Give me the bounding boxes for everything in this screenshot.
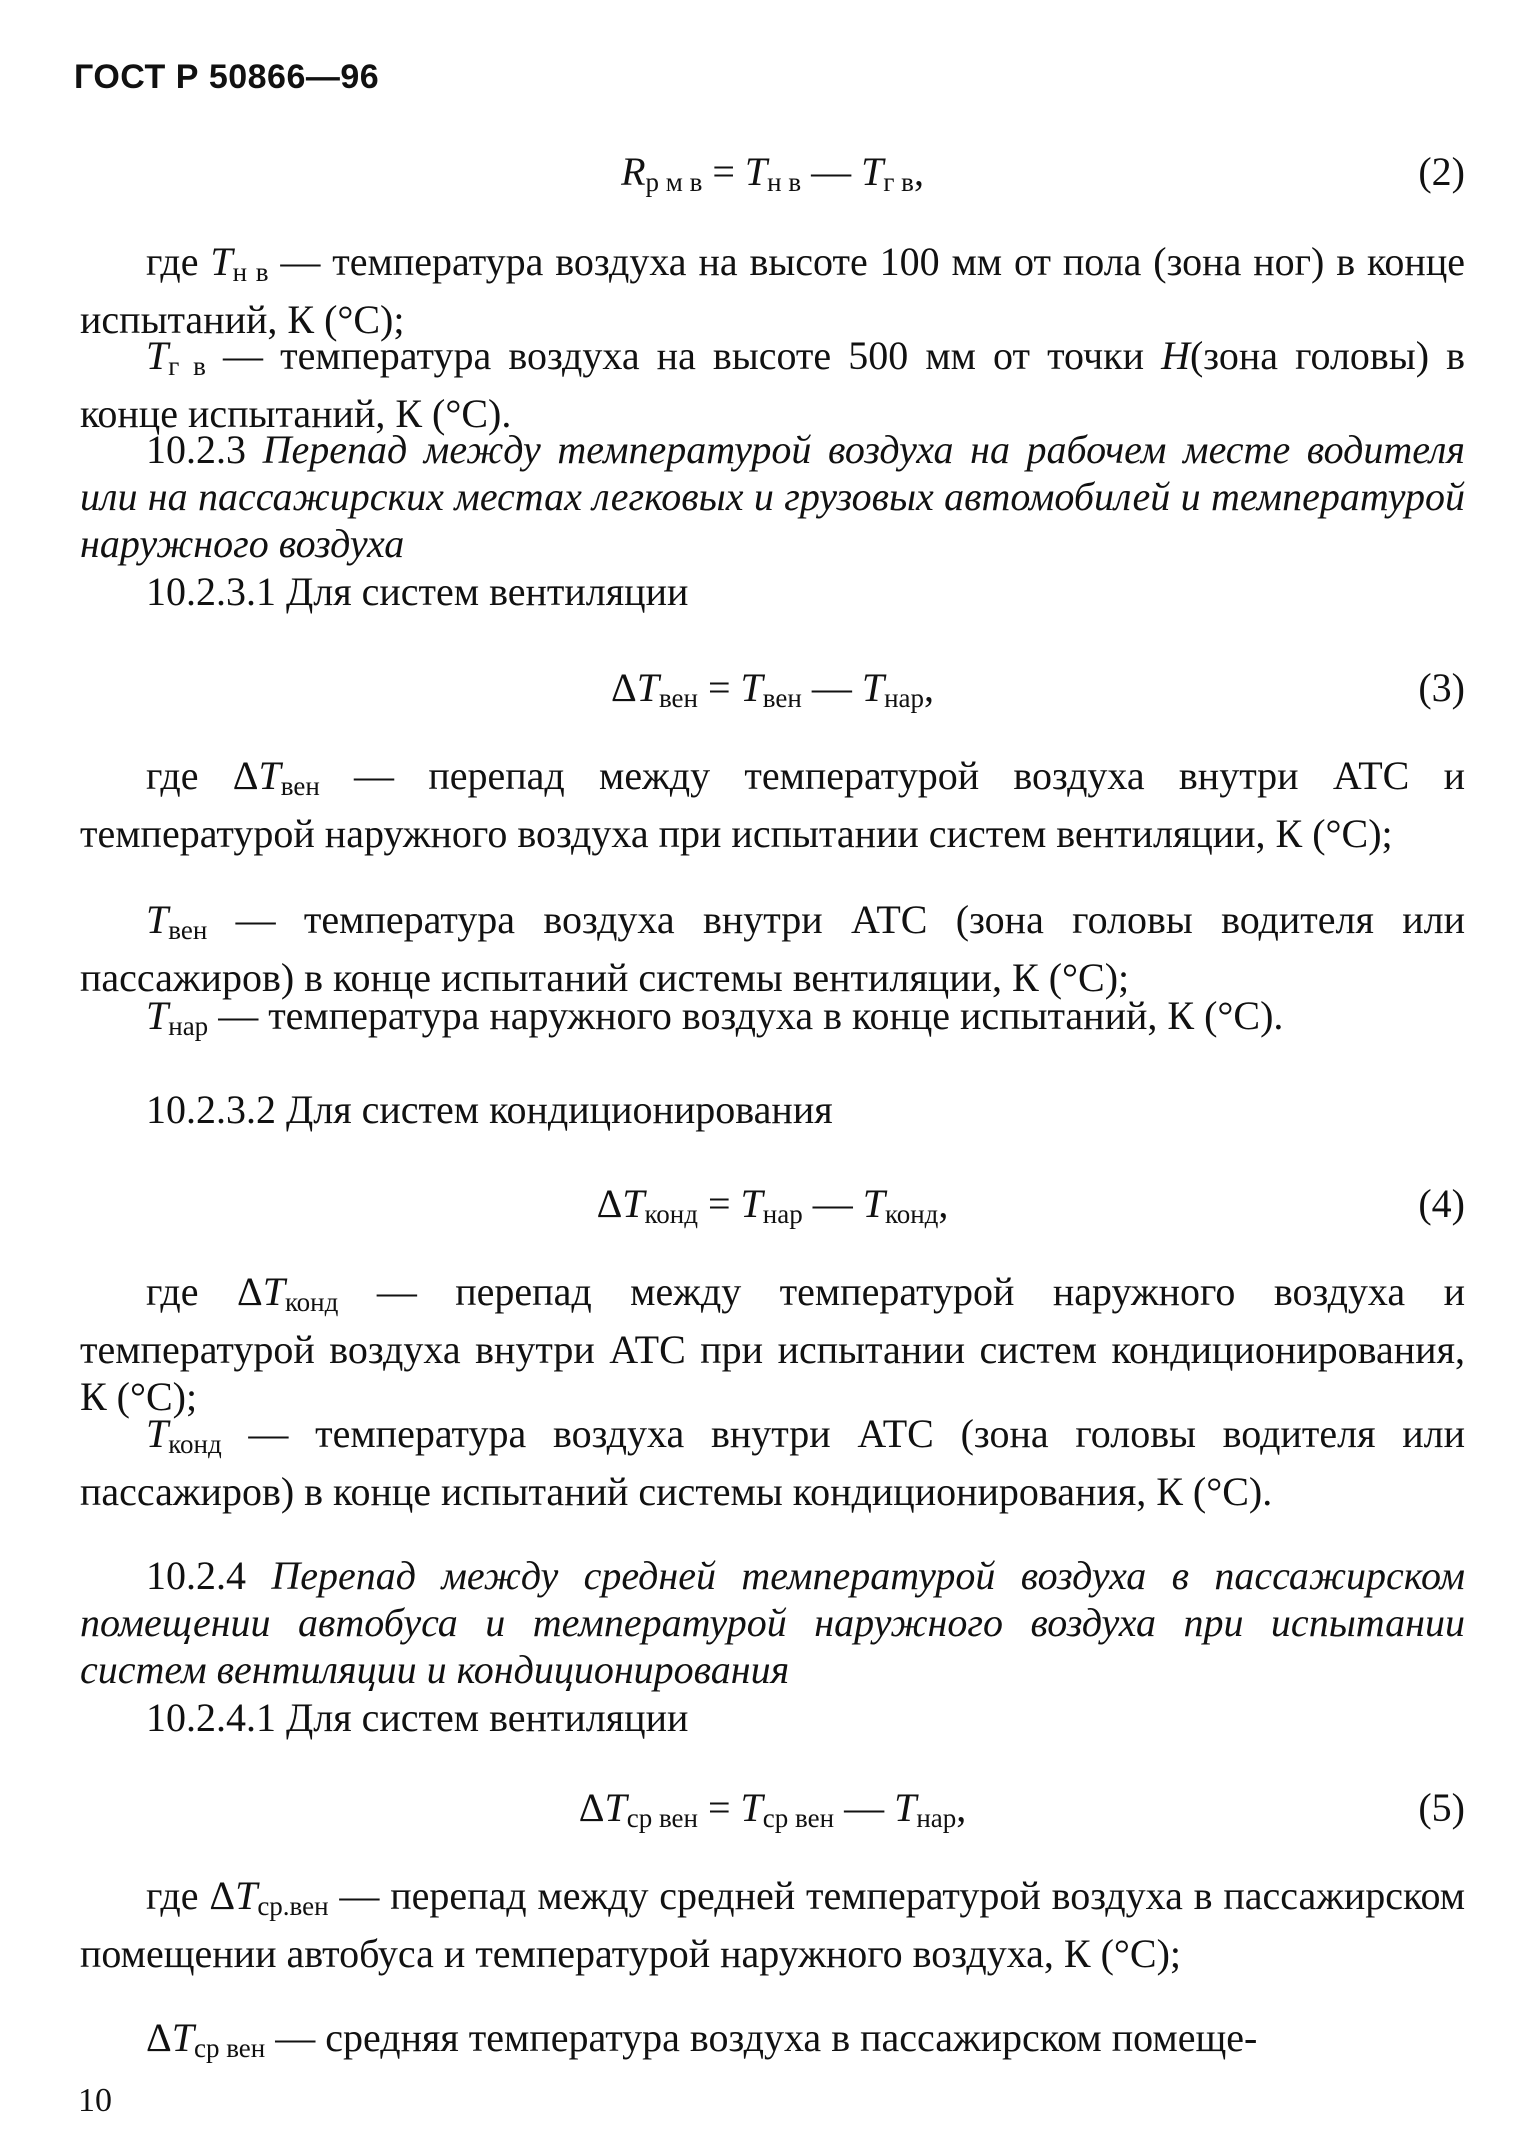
section-10-2-4-1: 10.2.4.1 Для систем вентиляции xyxy=(146,1695,689,1740)
formula-5 xyxy=(80,1784,1465,1840)
section-10-2-3-title: Перепад между температурой воздуха на рабочем месте водителя или на пассажирских местах легковых и грузовых автомобилей и температурой наружного воздуха xyxy=(80,427,1466,566)
formula-3-expression: $\Delta T_{вен} = T_{вен}$ — $T_{нар}$, xyxy=(610,665,935,713)
formula-4-number: (4) xyxy=(1418,1181,1465,1226)
section-10-2-3-1: 10.2.3.1 Для систем вентиляции xyxy=(146,569,689,614)
formula-3 xyxy=(80,664,1465,720)
document-header: ГОСТ Р 50866—96 xyxy=(74,58,380,96)
where-3-tnar: $T_{нар}$ — температура наружного воздуха в конце испытаний, К (°С). xyxy=(146,993,1284,1041)
formula-2-expression: $R_{р м в} = T_{н в}$ — $T_{г в}$, xyxy=(621,149,924,197)
section-10-2-4-title: Перепад между средней температурой воздуха в пассажирском помещении автобуса и температурой наружного воздуха при испытании систем вентиляции и кондиционирования xyxy=(80,1553,1465,1692)
formula-5-number: (5) xyxy=(1418,1785,1465,1830)
where-4-delta-tkond: где $\Delta T_{конд}$ — перепад между температурой наружного воздуха и температурой воздуха внутри АТС при испытании систем кондиционирования, К (°С); xyxy=(80,1269,1465,1419)
formula-4-expression: $\Delta T_{конд} = T_{нар}$ — $T_{конд}$, xyxy=(596,1181,949,1229)
where-3-delta-tven: где $\Delta T_{вен}$ — перепад между температурой воздуха внутри АТС и температурой наружного воздуха при испытании систем вентиляции, К (°С); xyxy=(80,753,1466,856)
formula-4 xyxy=(80,1180,1465,1236)
formula-2 xyxy=(80,148,1465,204)
where-5-tsrven: $\Delta T_{ср вен}$ — средняя температура воздуха в пассажирском помеще- xyxy=(146,2015,1258,2063)
page-number: 10 xyxy=(78,2082,112,2119)
section-10-2-3: 10.2.3 Перепад между температурой воздуха на рабочем месте водителя или на пассажирских местах легковых и грузовых автомобилей и температурой наружного воздуха xyxy=(80,427,1466,566)
where-2-tnv: где $T_{н в}$ — температура воздуха на высоте 100 мм от пола (зона ног) в конце испытаний, К (°С); xyxy=(80,239,1465,342)
where-4-tkond: $T_{конд}$ — температура воздуха внутри АТС (зона головы водителя или пассажиров) в конце испытаний системы кондиционирования, К (°С). xyxy=(80,1411,1465,1514)
where-2-tgv: $T_{г в}$ — температура воздуха на высоте 500 мм от точки Н(зона головы) в конце испытаний, К (°С). xyxy=(80,333,1465,436)
formula-2-number: (2) xyxy=(1418,149,1465,194)
section-10-2-4: 10.2.4 Перепад между средней температурой воздуха в пассажирском помещении автобуса и температурой наружного воздуха при испытании систем вентиляции и кондиционирования xyxy=(80,1553,1465,1692)
formula-5-expression: $\Delta T_{ср вен} = T_{ср вен}$ — $T_{нар}$, xyxy=(578,1785,967,1833)
formula-3-number: (3) xyxy=(1418,665,1465,710)
where-3-tven: $T_{вен}$ — температура воздуха внутри АТС (зона головы водителя или пассажиров) в конце испытаний системы вентиляции, К (°С); xyxy=(80,897,1465,1000)
section-10-2-3-2: 10.2.3.2 Для систем кондиционирования xyxy=(146,1087,833,1132)
where-5-delta-tsrven: где $\Delta T_{ср.вен}$ — перепад между средней температурой воздуха в пассажирском помещении автобуса и температурой наружного воздуха, К (°С); xyxy=(80,1873,1466,1976)
